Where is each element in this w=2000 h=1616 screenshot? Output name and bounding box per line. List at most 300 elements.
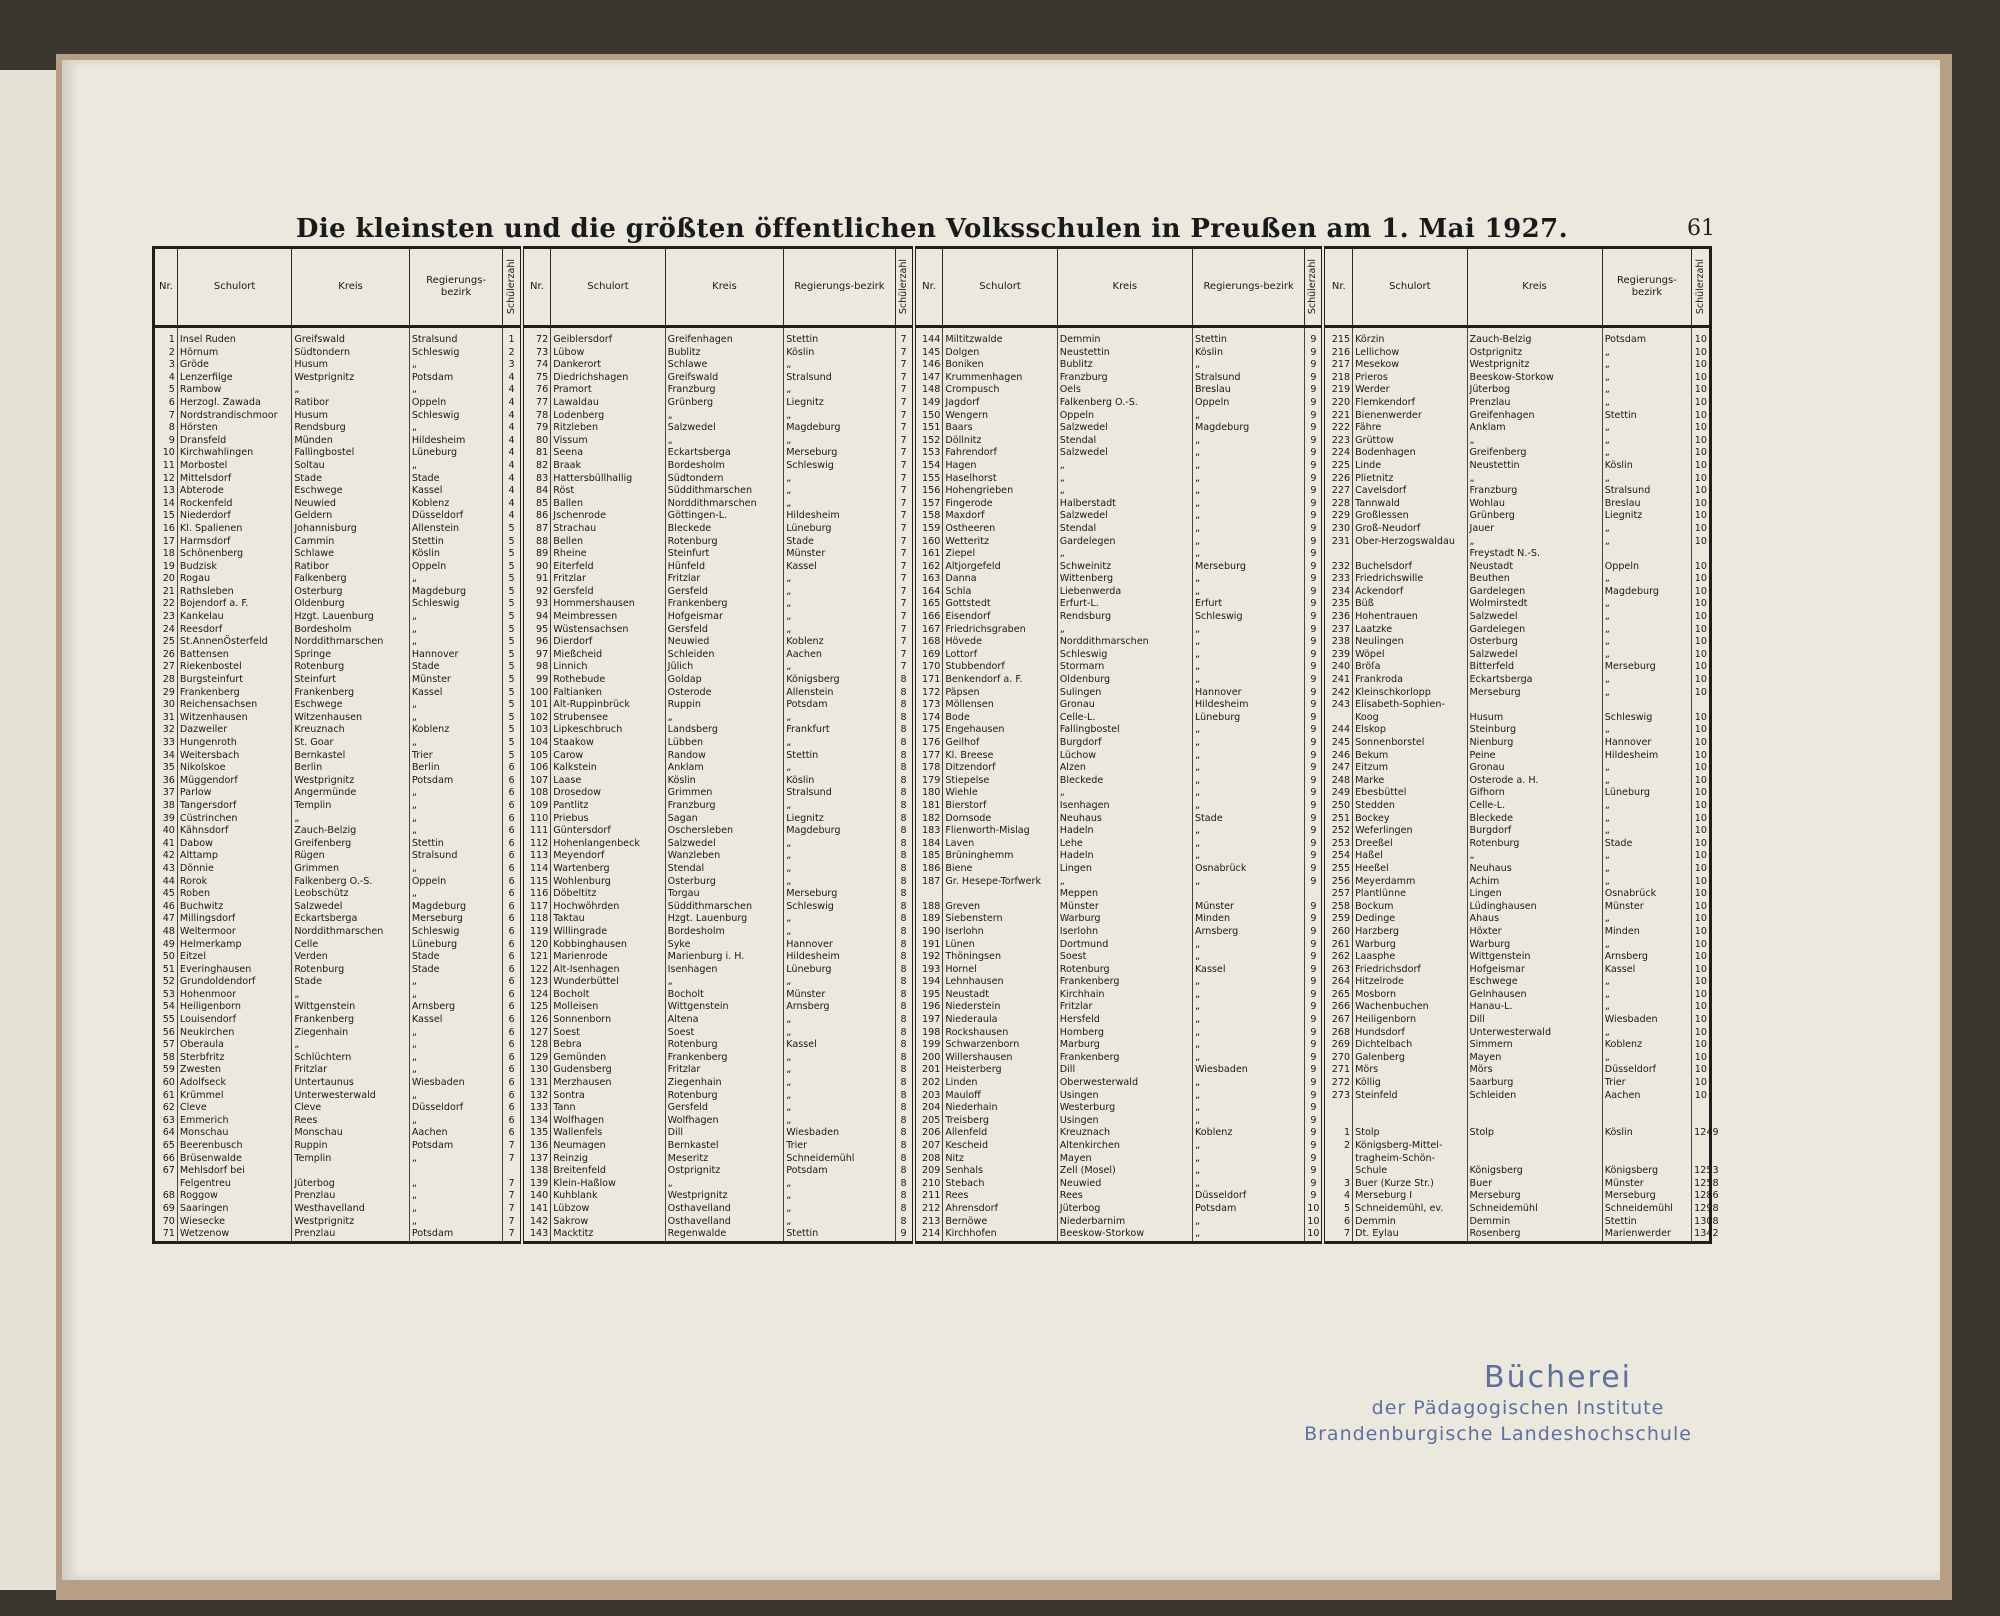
administrative-region: „ — [1192, 649, 1304, 662]
row-number: 213 — [914, 1216, 943, 1229]
pupil-count: 10 — [1692, 737, 1711, 750]
row-number: 67 — [154, 1165, 178, 1178]
page-heading — [152, 214, 1715, 250]
table-row — [154, 384, 1711, 397]
pupil-count — [1692, 1153, 1711, 1166]
table-row — [154, 750, 1711, 763]
table-row — [154, 813, 1711, 826]
district: Frankenberg — [665, 1052, 784, 1065]
pupil-count: 7 — [895, 498, 914, 511]
administrative-region: Münster — [409, 674, 503, 687]
school-location: Millingsdorf — [177, 913, 291, 926]
row-number: 102 — [522, 712, 551, 725]
school-location: Dönnie — [177, 863, 291, 876]
administrative-region: „ — [784, 598, 895, 611]
row-number: 35 — [154, 762, 178, 775]
school-location: Großlessen — [1353, 510, 1467, 523]
pupil-count: 10 — [1692, 359, 1711, 372]
administrative-region: Münster — [784, 548, 895, 561]
pupil-count: 9 — [1305, 838, 1324, 851]
administrative-region: „ — [1602, 724, 1691, 737]
row-number: 241 — [1323, 674, 1352, 687]
district: Fallingbostel — [1057, 724, 1192, 737]
row-number: 16 — [154, 523, 178, 536]
district: Greifenhagen — [1467, 410, 1602, 423]
school-location: Heiligenborn — [177, 1001, 291, 1014]
administrative-region: „ — [784, 1077, 895, 1090]
school-location: Geilhof — [943, 737, 1057, 750]
pupil-count: 9 — [1305, 825, 1324, 838]
row-number: 46 — [154, 901, 178, 914]
row-number: 217 — [1323, 359, 1352, 372]
school-location: Linden — [943, 1077, 1057, 1090]
district: „ — [1467, 536, 1602, 549]
administrative-region: Schleswig — [409, 410, 503, 423]
school-location: Wolfhagen — [551, 1115, 665, 1128]
row-number: 234 — [1323, 586, 1352, 599]
pupil-count: 10 — [1692, 775, 1711, 788]
school-location: Battensen — [177, 649, 291, 662]
pupil-count: 9 — [1305, 586, 1324, 599]
pupil-count: 9 — [1305, 523, 1324, 536]
row-number: 77 — [522, 397, 551, 410]
pupil-count: 7 — [895, 573, 914, 586]
row-number: 11 — [154, 460, 178, 473]
school-location: Sterbfritz — [177, 1052, 291, 1065]
administrative-region: Königsberg — [1602, 1165, 1691, 1178]
district: Eckartsberga — [1467, 674, 1602, 687]
administrative-region: Aachen — [1602, 1090, 1691, 1103]
table-header-row — [154, 248, 1711, 327]
pupil-count: 6 — [503, 1039, 522, 1052]
pupil-count: 8 — [895, 838, 914, 851]
district: Prenzlau — [1467, 397, 1602, 410]
row-number: 251 — [1323, 813, 1352, 826]
row-number: 58 — [154, 1052, 178, 1065]
school-location: Boniken — [943, 359, 1057, 372]
school-location: Wöpel — [1353, 649, 1467, 662]
pupil-count: 1308 — [1692, 1216, 1711, 1229]
school-location: Körzin — [1353, 327, 1467, 347]
school-location: Ahrensdorf — [943, 1203, 1057, 1216]
row-number: 188 — [914, 901, 943, 914]
school-location: Tannwald — [1353, 498, 1467, 511]
row-number: 228 — [1323, 498, 1352, 511]
district: Oschersleben — [665, 825, 784, 838]
administrative-region: „ — [1192, 536, 1304, 549]
row-number: 75 — [522, 372, 551, 385]
administrative-region: „ — [1192, 523, 1304, 536]
pupil-count: 10 — [1692, 347, 1711, 360]
administrative-region: „ — [1192, 636, 1304, 649]
school-location: Felgentreu — [177, 1178, 291, 1191]
pupil-count: 9 — [1305, 1102, 1324, 1115]
pupil-count: 1286 — [1692, 1190, 1711, 1203]
row-number: 47 — [154, 913, 178, 926]
row-number: 136 — [522, 1140, 551, 1153]
row-number: 235 — [1323, 598, 1352, 611]
administrative-region: Stettin — [409, 536, 503, 549]
table-row — [154, 1216, 1711, 1229]
row-number: 250 — [1323, 800, 1352, 813]
school-location: Willingrade — [551, 926, 665, 939]
row-number: 8 — [154, 422, 178, 435]
district: Gersfeld — [665, 586, 784, 599]
header-bezirk: Regierungs-bezirk — [784, 248, 895, 327]
administrative-region: „ — [1602, 447, 1691, 460]
district: Rotenburg — [665, 1039, 784, 1052]
pupil-count: 9 — [1305, 712, 1324, 725]
pupil-count: 7 — [895, 598, 914, 611]
administrative-region: Lüneburg — [784, 964, 895, 977]
school-location: Strubensee — [551, 712, 665, 725]
pupil-count: 8 — [895, 1165, 914, 1178]
school-location: Hohentrauen — [1353, 611, 1467, 624]
administrative-region: „ — [409, 863, 503, 876]
pupil-count: 9 — [1305, 359, 1324, 372]
district: Gronau — [1467, 762, 1602, 775]
pupil-count: 5 — [503, 624, 522, 637]
pupil-count: 9 — [1305, 1178, 1324, 1191]
district: Soest — [1057, 951, 1192, 964]
district: Beuthen — [1467, 573, 1602, 586]
pupil-count: 9 — [1305, 1165, 1324, 1178]
administrative-region: „ — [1602, 347, 1691, 360]
school-location: Heeßel — [1353, 863, 1467, 876]
pupil-count — [1692, 1115, 1711, 1128]
administrative-region: Lüneburg — [409, 939, 503, 952]
school-location: Wüstensachsen — [551, 624, 665, 637]
pupil-count: 10 — [1692, 636, 1711, 649]
school-location: Diedrichshagen — [551, 372, 665, 385]
row-number: 88 — [522, 536, 551, 549]
pupil-count: 10 — [1692, 435, 1711, 448]
header-bezirk: Regierungs-bezirk — [409, 248, 503, 327]
pupil-count: 5 — [503, 598, 522, 611]
pupil-count: 8 — [895, 787, 914, 800]
pupil-count: 9 — [1305, 1153, 1324, 1166]
administrative-region: Kassel — [1192, 964, 1304, 977]
pupil-count: 10 — [1305, 1228, 1324, 1242]
administrative-region: Stralsund — [784, 787, 895, 800]
district: Osterode a. H. — [1467, 775, 1602, 788]
school-location: Hattersbüllhallig — [551, 473, 665, 486]
table-row — [154, 661, 1711, 674]
pupil-count: 7 — [895, 359, 914, 372]
school-location: Güntersdorf — [551, 825, 665, 838]
school-location: Weltermoor — [177, 926, 291, 939]
school-location: Lehnhausen — [943, 976, 1057, 989]
district: Dill — [1467, 1014, 1602, 1027]
district: Gelnhausen — [1467, 989, 1602, 1002]
district: Rees — [1057, 1190, 1192, 1203]
row-number: 194 — [914, 976, 943, 989]
district: Höxter — [1467, 926, 1602, 939]
row-number: 141 — [522, 1203, 551, 1216]
header-schulort: Schulort — [1353, 248, 1467, 327]
row-number: 126 — [522, 1014, 551, 1027]
district: Buer — [1467, 1178, 1602, 1191]
pupil-count: 6 — [503, 775, 522, 788]
pupil-count: 9 — [1305, 863, 1324, 876]
administrative-region: Hildesheim — [1192, 699, 1304, 712]
district: „ — [1057, 548, 1192, 561]
administrative-region: „ — [1192, 1014, 1304, 1027]
district: Jülich — [665, 661, 784, 674]
administrative-region: „ — [784, 876, 895, 889]
pupil-count: 10 — [1305, 1216, 1324, 1229]
row-number: 26 — [154, 649, 178, 662]
row-number: 219 — [1323, 384, 1352, 397]
school-location: Plietnitz — [1353, 473, 1467, 486]
district: Iserlohn — [1057, 926, 1192, 939]
school-location: Morbostel — [177, 460, 291, 473]
row-number — [914, 888, 943, 901]
administrative-region: „ — [1602, 536, 1691, 549]
row-number: 5 — [1323, 1203, 1352, 1216]
row-number: 6 — [1323, 1216, 1352, 1229]
district: Mörs — [1467, 1064, 1602, 1077]
row-number: 178 — [914, 762, 943, 775]
row-number: 143 — [522, 1228, 551, 1242]
district: „ — [665, 976, 784, 989]
row-number: 89 — [522, 548, 551, 561]
pupil-count: 6 — [503, 800, 522, 813]
administrative-region: Schleswig — [784, 460, 895, 473]
administrative-region: „ — [1192, 800, 1304, 813]
row-number: 260 — [1323, 926, 1352, 939]
administrative-region: „ — [784, 1027, 895, 1040]
pupil-count: 6 — [503, 1115, 522, 1128]
administrative-region: Hildesheim — [784, 510, 895, 523]
row-number: 196 — [914, 1001, 943, 1014]
administrative-region: „ — [1602, 598, 1691, 611]
pupil-count: 8 — [895, 1090, 914, 1103]
table-row — [154, 989, 1711, 1002]
table-row — [154, 372, 1711, 385]
row-number: 200 — [914, 1052, 943, 1065]
pupil-count: 9 — [1305, 435, 1324, 448]
pupil-count: 10 — [1305, 1203, 1324, 1216]
pupil-count: 7 — [895, 611, 914, 624]
administrative-region: Köslin — [784, 347, 895, 360]
row-number: 100 — [522, 687, 551, 700]
district: Monschau — [292, 1127, 410, 1140]
table-row — [154, 586, 1711, 599]
administrative-region: „ — [1602, 800, 1691, 813]
school-location: Marke — [1353, 775, 1467, 788]
administrative-region: Potsdam — [1192, 1203, 1304, 1216]
row-number: 95 — [522, 624, 551, 637]
administrative-region: Frankfurt — [784, 724, 895, 737]
administrative-region: „ — [1192, 473, 1304, 486]
administrative-region: Potsdam — [409, 1228, 503, 1242]
table-row — [154, 498, 1711, 511]
pupil-count: 9 — [1305, 548, 1324, 561]
pupil-count: 6 — [503, 813, 522, 826]
district: „ — [1057, 787, 1192, 800]
row-number: 165 — [914, 598, 943, 611]
school-location: St.AnnenÖsterfeld — [177, 636, 291, 649]
row-number: 150 — [914, 410, 943, 423]
district: „ — [1057, 876, 1192, 889]
pupil-count: 8 — [895, 863, 914, 876]
row-number: 17 — [154, 536, 178, 549]
row-number: 131 — [522, 1077, 551, 1090]
district: Stolp — [1467, 1127, 1602, 1140]
pupil-count: 7 — [895, 422, 914, 435]
row-number: 164 — [914, 586, 943, 599]
district: Mayen — [1467, 1052, 1602, 1065]
pupil-count: 6 — [503, 1090, 522, 1103]
school-location: Köllig — [1353, 1077, 1467, 1090]
school-location: Stiepelse — [943, 775, 1057, 788]
school-location: Budzisk — [177, 561, 291, 574]
school-location: Staakow — [551, 737, 665, 750]
school-location: Niederaula — [943, 1014, 1057, 1027]
district: Bleckede — [665, 523, 784, 536]
school-location: Gemünden — [551, 1052, 665, 1065]
pupil-count: 7 — [895, 561, 914, 574]
pupil-count: 7 — [895, 649, 914, 662]
school-location: Molleisen — [551, 1001, 665, 1014]
school-location: Laatzke — [1353, 624, 1467, 637]
row-number: 225 — [1323, 460, 1352, 473]
district: Meppen — [1057, 888, 1192, 901]
administrative-region: Magdeburg — [409, 586, 503, 599]
pupil-count: 10 — [1692, 447, 1711, 460]
row-number: 60 — [154, 1077, 178, 1090]
school-location: Fähre — [1353, 422, 1467, 435]
administrative-region: „ — [1602, 863, 1691, 876]
row-number: 238 — [1323, 636, 1352, 649]
school-location: Rogau — [177, 573, 291, 586]
administrative-region: Oppeln — [409, 561, 503, 574]
district: Salzwedel — [1057, 510, 1192, 523]
row-number: 132 — [522, 1090, 551, 1103]
school-location: Everinghausen — [177, 964, 291, 977]
header-schuelerzahl: Schülerzahl — [1692, 248, 1711, 327]
school-location — [1353, 548, 1467, 561]
administrative-region: „ — [1192, 460, 1304, 473]
district — [1467, 1153, 1602, 1166]
administrative-region: Stralsund — [784, 372, 895, 385]
district: Münden — [292, 435, 410, 448]
school-location: Hornel — [943, 964, 1057, 977]
table-row — [154, 460, 1711, 473]
district: Wittenberg — [1057, 573, 1192, 586]
pupil-count: 9 — [1305, 372, 1324, 385]
school-location: Wetzenow — [177, 1228, 291, 1242]
district: Greifswald — [665, 372, 784, 385]
school-location: Hörsten — [177, 422, 291, 435]
row-number: 174 — [914, 712, 943, 725]
row-number: 144 — [914, 327, 943, 347]
school-location: Nordstrandischmoor — [177, 410, 291, 423]
administrative-region: „ — [784, 850, 895, 863]
row-number: 208 — [914, 1153, 943, 1166]
row-number: 205 — [914, 1115, 943, 1128]
school-location: Helmerkamp — [177, 939, 291, 952]
pupil-count: 6 — [503, 926, 522, 939]
administrative-region: Hildesheim — [784, 951, 895, 964]
pupil-count: 7 — [895, 536, 914, 549]
pupil-count: 7 — [895, 624, 914, 637]
district: Schweinitz — [1057, 561, 1192, 574]
school-location — [1353, 1115, 1467, 1128]
administrative-region: Münster — [784, 989, 895, 1002]
administrative-region: Schneidemühl — [1602, 1203, 1691, 1216]
administrative-region: Schleswig — [784, 901, 895, 914]
school-location: Schwarzenborn — [943, 1039, 1057, 1052]
administrative-region: „ — [784, 1203, 895, 1216]
district: Husum — [1467, 712, 1602, 725]
pupil-count: 9 — [1305, 876, 1324, 889]
administrative-region: Stade — [409, 964, 503, 977]
administrative-region: Stade — [409, 473, 503, 486]
district: Celle-L. — [1467, 800, 1602, 813]
district: Cleve — [292, 1102, 410, 1115]
district: Unterwesterwald — [292, 1090, 410, 1103]
district: Ziegenhain — [665, 1077, 784, 1090]
administrative-region: „ — [409, 712, 503, 725]
district — [1467, 1140, 1602, 1153]
school-location: Müggendorf — [177, 775, 291, 788]
administrative-region: Oppeln — [409, 397, 503, 410]
pupil-count: 9 — [1305, 649, 1324, 662]
pupil-count: 10 — [1692, 1064, 1711, 1077]
district: Franzburg — [665, 384, 784, 397]
administrative-region: „ — [784, 586, 895, 599]
row-number: 176 — [914, 737, 943, 750]
school-location: Haßel — [1353, 850, 1467, 863]
row-number: 134 — [522, 1115, 551, 1128]
row-number: 191 — [914, 939, 943, 952]
row-number: 1 — [154, 327, 178, 347]
row-number: 7 — [154, 410, 178, 423]
row-number: 184 — [914, 838, 943, 851]
administrative-region: Königsberg — [784, 674, 895, 687]
school-location: Weitersbach — [177, 750, 291, 763]
header-nr: Nr. — [522, 248, 551, 327]
row-number: 167 — [914, 624, 943, 637]
header-nr: Nr. — [1323, 248, 1352, 327]
pupil-count: 8 — [895, 762, 914, 775]
school-location: Wetteritz — [943, 536, 1057, 549]
pupil-count: 8 — [895, 1140, 914, 1153]
row-number: 242 — [1323, 687, 1352, 700]
district: Ziegenhain — [292, 1027, 410, 1040]
pupil-count: 5 — [503, 661, 522, 674]
school-location: Dornsode — [943, 813, 1057, 826]
district: Merseburg — [1467, 1190, 1602, 1203]
school-location: Laven — [943, 838, 1057, 851]
row-number: 113 — [522, 850, 551, 863]
district: Bordesholm — [292, 624, 410, 637]
district: Westerburg — [1057, 1102, 1192, 1115]
administrative-region: Münster — [1602, 901, 1691, 914]
row-number: 218 — [1323, 372, 1352, 385]
district: Rotenburg — [292, 661, 410, 674]
table-row — [154, 624, 1711, 637]
school-location: Werder — [1353, 384, 1467, 397]
pupil-count: 7 — [895, 473, 914, 486]
row-number: 112 — [522, 838, 551, 851]
school-location: Heiligenborn — [1353, 1014, 1467, 1027]
row-number: 45 — [154, 888, 178, 901]
table-row — [154, 787, 1711, 800]
pupil-count: 9 — [1305, 510, 1324, 523]
